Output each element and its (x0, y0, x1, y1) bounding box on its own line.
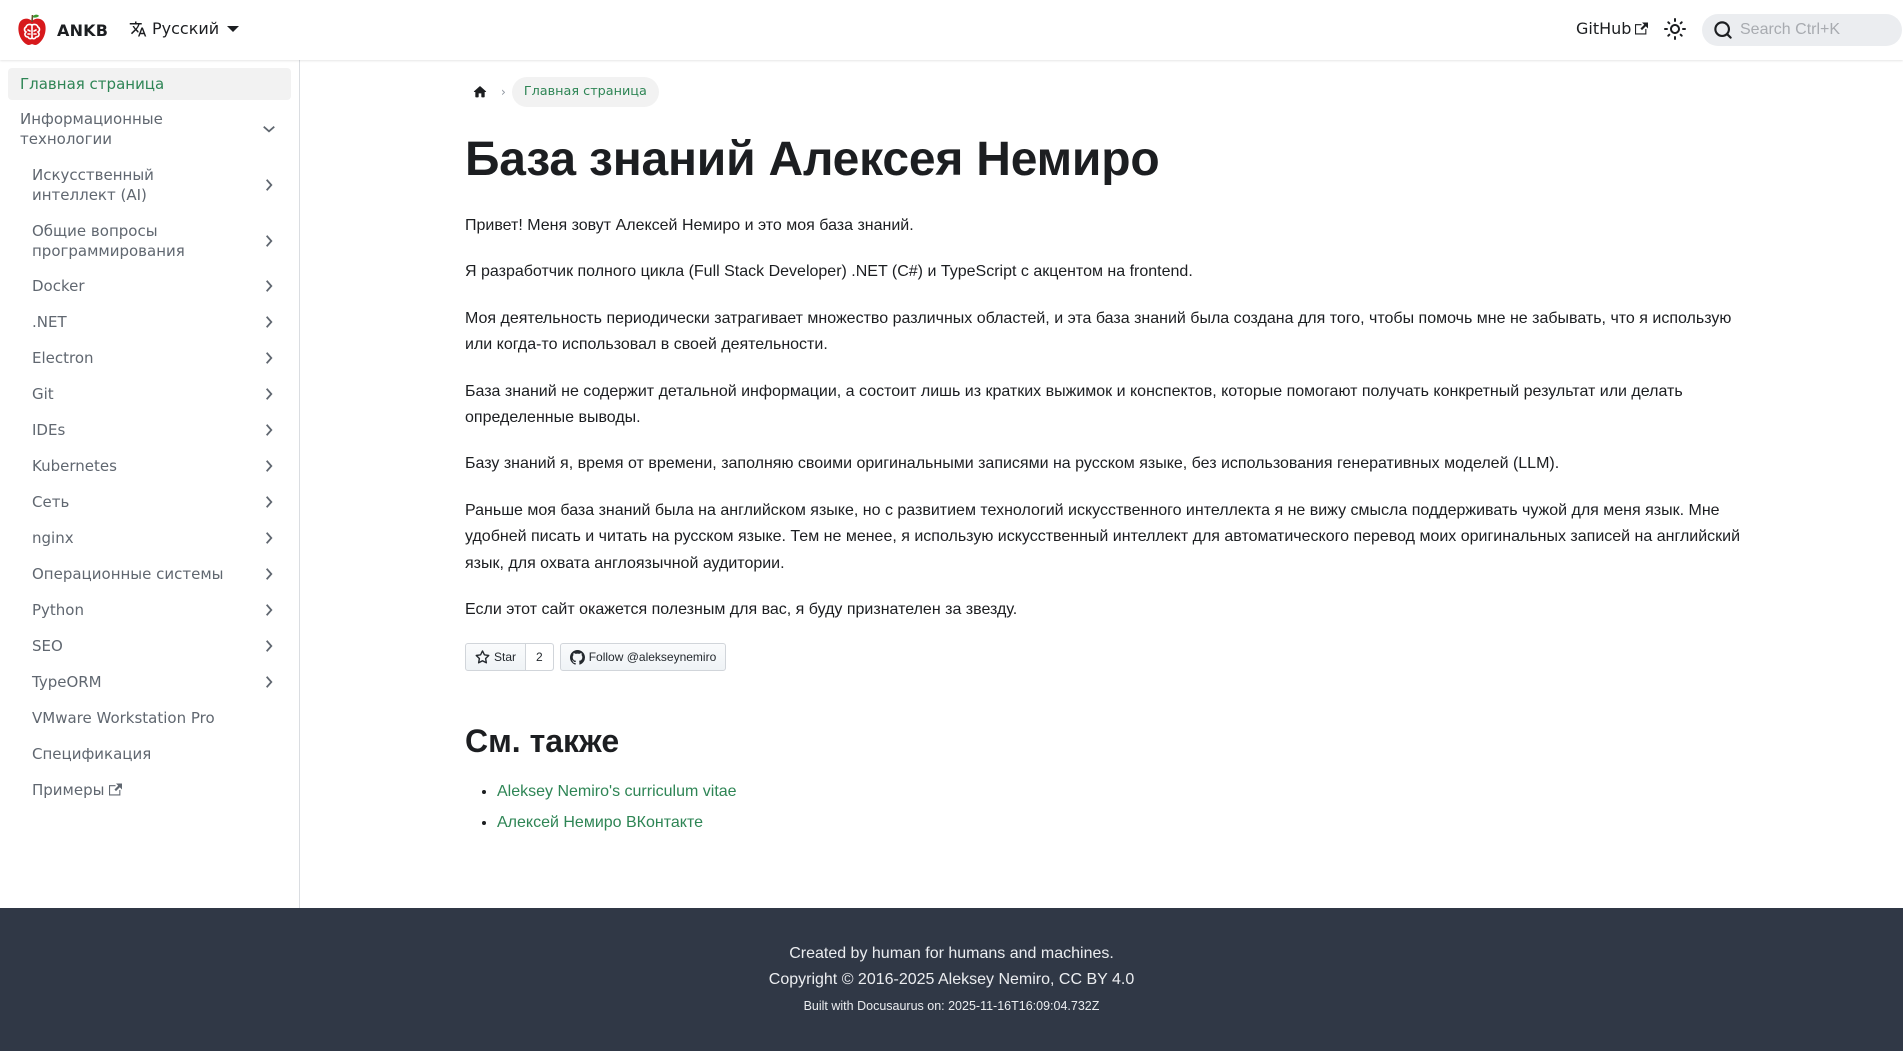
theme-toggle-button[interactable] (1663, 17, 1687, 41)
sidebar-item-label: Примеры (32, 781, 105, 799)
sidebar-item-label: nginx (32, 529, 74, 547)
chevron-right-icon[interactable] (251, 376, 287, 412)
sidebar-item-specification[interactable] (8, 736, 291, 772)
chevron-right-icon[interactable] (251, 664, 287, 700)
footer (0, 908, 1903, 1051)
follow-label: Follow @alekseynemiro (588, 650, 717, 665)
github-link[interactable] (1576, 19, 1648, 38)
chevron-right-icon[interactable] (251, 520, 287, 556)
chevron-right-icon[interactable] (251, 556, 287, 592)
search-icon (1714, 21, 1732, 39)
article (465, 77, 1758, 840)
breadcrumb-current: Главная страница (512, 77, 659, 107)
star-button[interactable] (465, 643, 554, 671)
sidebar-item-typeorm[interactable] (8, 664, 291, 700)
sidebar-item-label: IDEs (32, 421, 66, 439)
sidebar (0, 60, 300, 908)
paragraph: Базу знаний я, время от времени, заполняю своими оригинальными записями на русском языке, без использования генеративных моделей (LLM). (465, 455, 1560, 473)
sidebar-item-label: SEO (32, 637, 63, 655)
brand-link[interactable] (15, 13, 108, 47)
external-link-icon (1635, 22, 1648, 35)
chevron-right-icon[interactable] (251, 268, 287, 304)
sidebar-item-label: TypeORM (32, 673, 102, 691)
sidebar-item-vmware[interactable] (8, 700, 291, 736)
sidebar-item-label: Docker (32, 277, 85, 295)
github-label: GitHub (1576, 19, 1632, 38)
paragraph: База знаний не содержит детальной информации, а состоит лишь из кратких выжимок и конспектов, которые помогают получать конкретный результат или делать определенные выводы. (465, 382, 1683, 427)
home-icon (472, 84, 488, 100)
chevron-right-icon[interactable] (251, 628, 287, 664)
github-icon (570, 650, 585, 665)
intro-paragraphs (465, 213, 1758, 623)
breadcrumb (465, 77, 1758, 107)
caret-down-icon (227, 26, 239, 32)
footer-tagline: Created by human for humans and machines. (789, 945, 1114, 962)
sidebar-item-os[interactable] (8, 556, 291, 592)
sidebar-item-label: Общие вопросы программирования (32, 222, 185, 260)
star-label: Star (494, 650, 517, 665)
brand-title: ANKB (57, 20, 109, 40)
sidebar-item-label: .NET (32, 313, 67, 331)
footer-build-info: Built with Docusaurus on: 2025-11-16T16:09:04.732Z (803, 999, 1100, 1013)
sidebar-item-label: VMware Workstation Pro (32, 709, 215, 727)
language-dropdown[interactable] (129, 19, 239, 38)
chevron-right-icon[interactable] (251, 448, 287, 484)
star-count[interactable]: 2 (525, 644, 553, 670)
paragraph: Если этот сайт окажется полезным для вас, я буду признателен за звезду. (465, 601, 1018, 619)
sidebar-item-label: Информационные технологии (20, 110, 163, 148)
sidebar-item-nginx[interactable] (8, 520, 291, 556)
star-icon (475, 650, 490, 665)
sidebar-item-label: Спецификация (32, 745, 152, 763)
paragraph: Моя деятельность периодически затрагивает множество различных областей, и эта база знаний была создана для того, чтобы помочь мне не забывать, что я использую или когда-то использовал в своей деятельности. (465, 309, 1732, 354)
chevron-right-icon[interactable] (251, 484, 287, 520)
language-label: Русский (152, 19, 220, 38)
sidebar-item-network[interactable] (8, 484, 291, 520)
sidebar-item-electron[interactable] (8, 340, 291, 376)
see-also-heading: См. также (465, 723, 620, 760)
cv-link[interactable]: Aleksey Nemiro's curriculum vitae (497, 783, 737, 801)
sidebar-item-label: Python (32, 601, 84, 619)
search-box[interactable] (1702, 14, 1902, 46)
chevron-right-icon[interactable] (251, 340, 287, 376)
main-content (300, 60, 1903, 908)
sidebar-item-programming[interactable] (8, 216, 291, 266)
translate-icon (129, 20, 147, 38)
sidebar-item-label: Искусственный интеллект (AI) (32, 166, 154, 204)
sidebar-item-it[interactable] (8, 104, 291, 154)
chevron-right-icon[interactable] (251, 223, 287, 259)
sun-icon (1663, 17, 1687, 41)
navbar (0, 0, 1903, 60)
sidebar-item-git[interactable] (8, 376, 291, 412)
chevron-down-icon[interactable] (251, 111, 287, 147)
sidebar-item-examples-wrap (8, 774, 134, 806)
follow-button[interactable] (560, 643, 727, 671)
chevron-right-icon[interactable] (251, 412, 287, 448)
chevron-right-icon[interactable] (251, 592, 287, 628)
paragraph: Привет! Меня зовут Алексей Немиро и это моя база знаний. (465, 217, 914, 234)
list-item (497, 810, 1758, 836)
sidebar-item-label: Electron (32, 349, 94, 367)
paragraph: Раньше моя база знаний была на английском языке, но с развитием технологий искусственного интеллекта я не вижу смысла поддерживать чужой для меня язык. Мне удобней писать и читать на русском языке. Тем не менее, я использую искусственный интеллект для автоматического перевод моих оригинальных записей на английский язык, для охвата англоязычной аудитории. (465, 501, 1741, 572)
see-also-list (465, 779, 1758, 836)
sidebar-item-label: Сеть (32, 493, 70, 511)
paragraph: Я разработчик полного цикла (Full Stack Developer) .NET (C#) и TypeScript с акцентом на frontend. (465, 263, 1193, 281)
sidebar-item-label: Git (32, 385, 54, 403)
apple-brain-logo-icon (15, 13, 49, 47)
sidebar-item-docker[interactable] (8, 268, 291, 304)
chevron-right-icon[interactable] (251, 304, 287, 340)
search-input[interactable] (1740, 21, 1890, 39)
sidebar-item-label: Операционные системы (32, 565, 224, 583)
sidebar-item-ai[interactable] (8, 160, 291, 210)
chevron-right-icon[interactable] (251, 167, 287, 203)
github-buttons (465, 643, 1758, 671)
sidebar-item-kubernetes[interactable] (8, 448, 291, 484)
footer-copyright: Copyright © 2016-2025 Aleksey Nemiro, CC BY 4.0 (768, 971, 1135, 988)
sidebar-item-ides[interactable] (8, 412, 291, 448)
sidebar-item-examples[interactable] (8, 772, 291, 808)
sidebar-item-seo[interactable] (8, 628, 291, 664)
breadcrumb-separator-icon: › (501, 85, 506, 99)
sidebar-item-dotnet[interactable] (8, 304, 291, 340)
page-title: База знаний Алексея Немиро (465, 133, 1160, 186)
breadcrumb-home-link[interactable] (465, 77, 495, 107)
external-link-icon (109, 783, 122, 796)
list-item (497, 779, 1758, 805)
sidebar-item-python[interactable] (8, 592, 291, 628)
sidebar-item-label: Главная страница (20, 75, 165, 93)
sidebar-item-label: Kubernetes (32, 457, 117, 475)
sidebar-item-home[interactable] (8, 68, 291, 100)
vk-link[interactable]: Алексей Немиро ВКонтакте (497, 813, 703, 831)
